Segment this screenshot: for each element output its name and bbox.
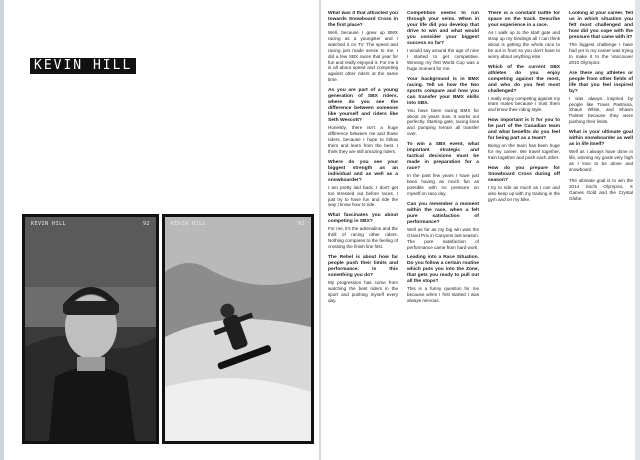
question: Can you remember a moment within the race, when a felt pure satisfaction of performance? bbox=[407, 201, 479, 225]
question: What was it that attracted you towards Snowboard Cross in the first place? bbox=[328, 11, 398, 28]
text-column-4 bbox=[569, 11, 633, 449]
portrait-illustration bbox=[25, 217, 156, 441]
question: How do you prepare for Snowboard Cross during off season? bbox=[488, 165, 560, 183]
action-photo bbox=[162, 214, 314, 444]
answer: This is a funny question for me because when I first started I was always nervous. bbox=[407, 286, 479, 304]
answer: For me, it's the adrenaline and the thrill of racing other riders. Nothing compares to the feeling of crossing the finish line first. bbox=[328, 226, 398, 250]
question: Are there any athletes or people from other fields of life that you feel inspired by? bbox=[569, 70, 633, 94]
answer: I try to ride as much as I can and also keep up with my training in the gym and on my bike. bbox=[488, 184, 560, 202]
answer: Well as far as my big win was the Grand Prix in Canyons last season. The pure satisfaction of performance came from hard work. bbox=[407, 226, 479, 250]
answer: You have been racing BMX for about 15 years now. It works out perfectly. Starting gate, racing lines and pumping terrain all transfer over. bbox=[407, 107, 479, 137]
question: Competition seems to run through your veins. When in your life did you develop that drive to win and what would you consider your biggest success so far? bbox=[407, 11, 479, 46]
question: Which of the current SBX athletes do you enjoy competing against the most, and who do you feel most challenged? bbox=[488, 64, 560, 94]
question: Looking at your career. Tell us in which situation you felt most challenged and how did you cope with the pressure that came with it? bbox=[569, 11, 633, 40]
answer: In the past few years I have just been having as much fun as possible with no pressure on myself on race day. bbox=[407, 173, 479, 196]
answer: My progression has come from watching the best riders in the sport and pushing myself every day. bbox=[328, 279, 398, 303]
photo-caption-1: KEVIN HILL bbox=[31, 221, 67, 227]
text-column-2 bbox=[407, 11, 479, 449]
question: What fascinates you about competing in SBX? bbox=[328, 213, 398, 225]
photo-number-2: 92 bbox=[297, 221, 305, 227]
article-title: KEVIN HILL bbox=[30, 58, 136, 74]
answer: I really enjoy competing against my team mates because I trust them and know their riding style. bbox=[488, 95, 560, 113]
question: Where do you see your biggest strength as an individual and as well as a snowboarder? bbox=[328, 159, 398, 183]
photo-caption-2: KEVIN HILL bbox=[171, 221, 207, 227]
answer: Well, because I grew up BMX racing as a youngster and I watched it on TV. The speed and racing just made sense to me. I did a few SBX races that year for fun and really enjoyed it. For me it is all about speed and competing against other riders at the same time. bbox=[328, 30, 398, 83]
question: What is your ultimate goal within snowboarder as well as in life itself? bbox=[569, 130, 633, 148]
answer: Well as I always have done in life, winning my goals very high as I love to be alone and snowboard. bbox=[569, 149, 633, 172]
page-edge-right bbox=[635, 0, 640, 460]
page-edge-left bbox=[0, 0, 4, 460]
text-column-3 bbox=[488, 11, 560, 449]
page-spine bbox=[319, 0, 321, 460]
answer: As I walk up to the start gate and strap up my bindings all I can think about is getting the whole race to be out in front so you don't have to worry about anything else. bbox=[488, 30, 560, 59]
photo-number-1: 92 bbox=[142, 221, 150, 227]
question: How important is it for you to be part of the Canadian team and what benefits do you feel for being part as a team? bbox=[488, 118, 560, 142]
question: As you are part of a young generation of SBX riders, where do you see the difference between someone like yourself and riders like Seth Wescott? bbox=[328, 88, 398, 124]
question: The Rebel is about how far people push their limits and performance. Is this something you do? bbox=[328, 254, 398, 278]
answer: The ultimate goal is to win the 2014 Sochi Olympics, X Games Gold and the Crystal Globe. bbox=[569, 177, 633, 201]
answer: I am pretty laid back, I don't get too stressed out before races. I just try to have fun and ride the way I know how to ride. bbox=[328, 184, 398, 208]
question: Leading into a Race Situation. Do you follow a certain routine which puts you into the Zone, that gets you ready to pull out all the stops? bbox=[407, 255, 479, 285]
answer: Honestly, there isn't a huge difference between me and those riders, because I hope to follow them and learn from the best. I think they are still amazing riders. bbox=[328, 125, 398, 154]
snowboard-illustration bbox=[165, 217, 311, 441]
question: To win a SBX event, what important strategic and tactical decisions must be made in preparation for a race? bbox=[407, 142, 479, 172]
answer: I was always inspired by people like Travis Pastrana, Shaun White, and Shawn Palmer because they were pushing their limits. bbox=[569, 95, 633, 125]
portrait-photo bbox=[22, 214, 159, 444]
question: There is a constant battle for space on the track. Describe your experience in a race. bbox=[488, 11, 560, 28]
answer: Being on the team has been huge for my career. We travel together, train together and push each other. bbox=[488, 143, 560, 161]
text-column-1 bbox=[328, 11, 398, 449]
answer: I would say around the age of nine I started to get competitive. Winning my first World Cup was a huge moment for me. bbox=[407, 48, 479, 71]
answer: The biggest challenge I have had yet in my career was trying to make it to the Vancouver 2010 Olympics. bbox=[569, 42, 633, 65]
question: Your background is in BMX racing. Tell us how the two sports compare and how you can transfer your BMX skills into SBX. bbox=[407, 76, 479, 106]
